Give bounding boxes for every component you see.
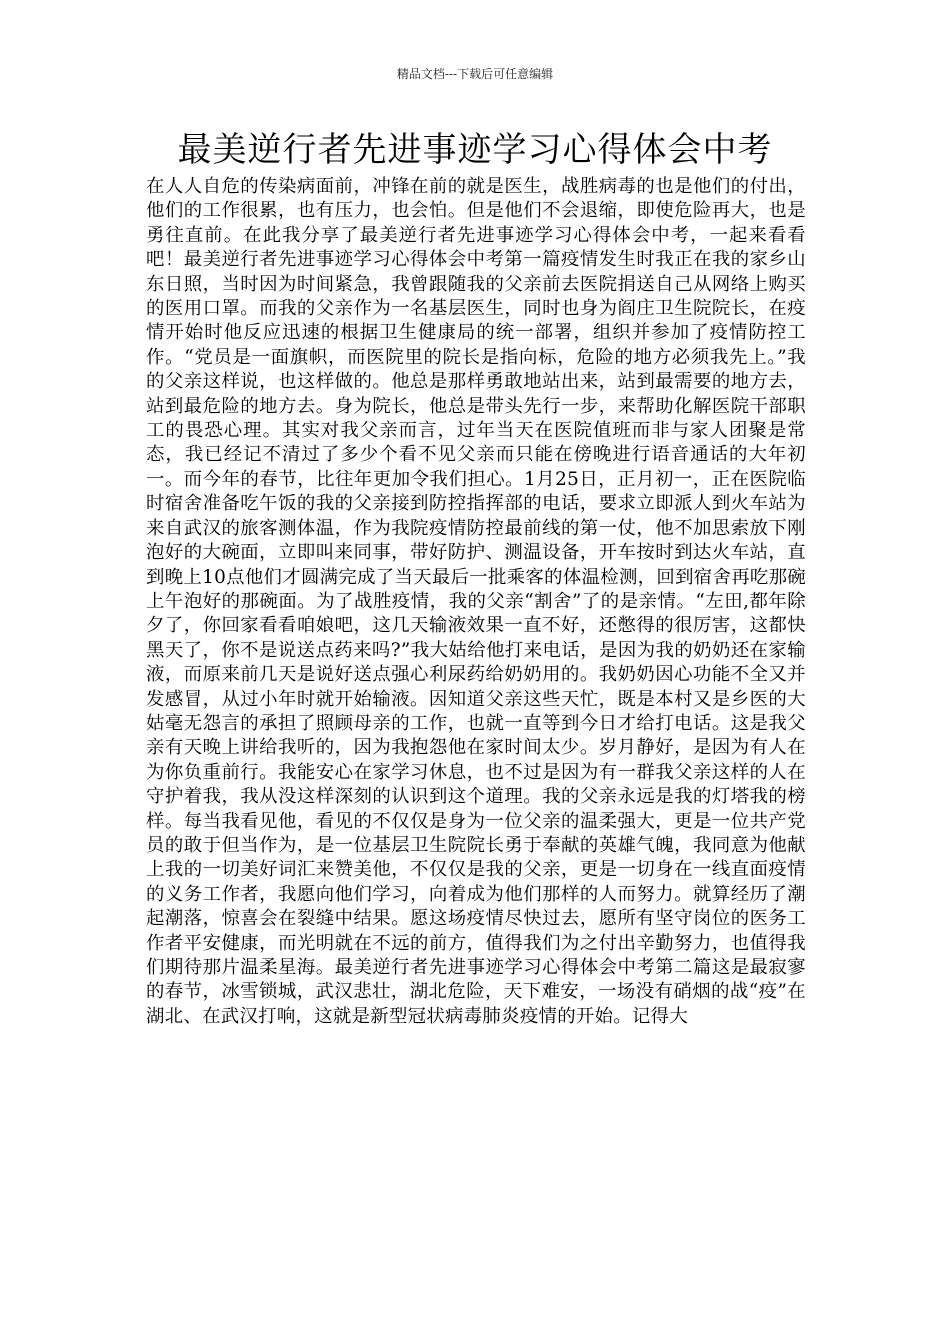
document-title: 最美逆行者先进事迹学习心得体会中考 <box>177 130 773 170</box>
header-note: 精品文档---下载后可任意编辑 <box>396 67 554 81</box>
document-body: 在人人自危的传染病面前，冲锋在前的就是医生，战胜病毒的也是他们的付出，他们的工作很累，也有压力，也会怕。但是他们不会退缩，即使危险再大，也是勇往直前。在此我分享了最美逆行者先进事迹学习心得体会中考，一起来看看吧！最美逆行者先进事迹学习心得体会中考第一篇疫情发生时我正在我的家乡山东日照，当时因为时间紧急，我曾跟随我的父亲前去医院捐送自己从网络上购买的医用口罩。而我的父亲作为一名基层医生，同时也身为阎庄卫生院院长，在疫情开始时他反应迅速的根据卫生健康局的统一部署，组织并参加了疫情防控工作。“党员是一面旗帜，而医院里的院长是指向标，危险的地方必须我先上。”我的父亲这样说，也这样做的。他总是那样勇敢地站出来，站到最需要的地方去，站到最危险的地方去。身为院长，他总是带头先行一步，来帮助化解医院干部职工的畏恐心理。其实对我父亲而言，过年当天在医院值班而非与家人团聚是常态，我已经记不清过了多少个看不见父亲而只能在傍晚进行语音通话的大年初一。而今年的春节，比往年更加令我们担心。1月25日，正月初一，正在医院临时宿舍准备吃午饭的我的父亲接到防控指挥部的电话，要求立即派人到火车站为来自武汉的旅客测体温，作为我院疫情防控最前线的第一仗，他不加思索放下刚泡好的大碗面，立即叫来同事，带好防护、测温设备，开车按时到达火车站，直到晚上10点他们才圆满完成了当天最后一批乘客的体温检测，回到宿舍再吃那碗上午泡好的那碗面。为了战胜疫情，我的父亲“割舍”了的是亲情。“左田,都年除夕了，你回家看看咱娘吧，这几天输液效果一直不好，还憋得的很厉害，这都快黑天了，你不是说送点药来吗?”我大姑给他打来电话，是因为我的奶奶还在家输液，而原来前几天是说好送点强心利尿药给奶奶用的。我奶奶因心功能不全又并发感冒，从过小年时就开始输液。因知道父亲这些天忙，既是本村又是乡医的大姑毫无怨言的承担了照顾母亲的工作，也就一直等到今日才给打电话。这是我父亲有天晚上讲给我听的，因为我抱怨他在家时间太少。岁月静好，是因为有人在为你负重前行。我能安心在家学习休息，也不过是因为有一群我父亲这样的人在守护着我，我从没这样深刻的认识到这个道理。我的父亲永远是我的灯塔我的榜样。每当我看见他，看见的不仅仅是身为一位父亲的温柔强大，更是一位共产党员的敢于但当作为，是一位基层卫生院院长勇于奉献的英雄气魄，我同意为他献上我的一切美好词汇来赞美他，不仅仅是我的父亲，更是一切身在一线直面疫情的义务工作者，我愿向他们学习，向着成为他们那样的人而努力。就算经历了潮起潮落，惊喜会在裂缝中结果。愿这场疫情尽快过去，愿所有坚守岗位的医务工作者平安健康，而光明就在不远的前方，值得我们为之付出辛勤努力，也值得我们期待那片温柔星海。最美逆行者先进事迹学习心得体会中考第二篇这是最寂寥的春节，冰雪锁城，武汉悲壮，湖北危险，天下难安，一场没有硝烟的战“疫”在湖北、在武汉打响，这就是新型冠状病毒肺炎疫情的开始。记得大 <box>146 176 806 1027</box>
